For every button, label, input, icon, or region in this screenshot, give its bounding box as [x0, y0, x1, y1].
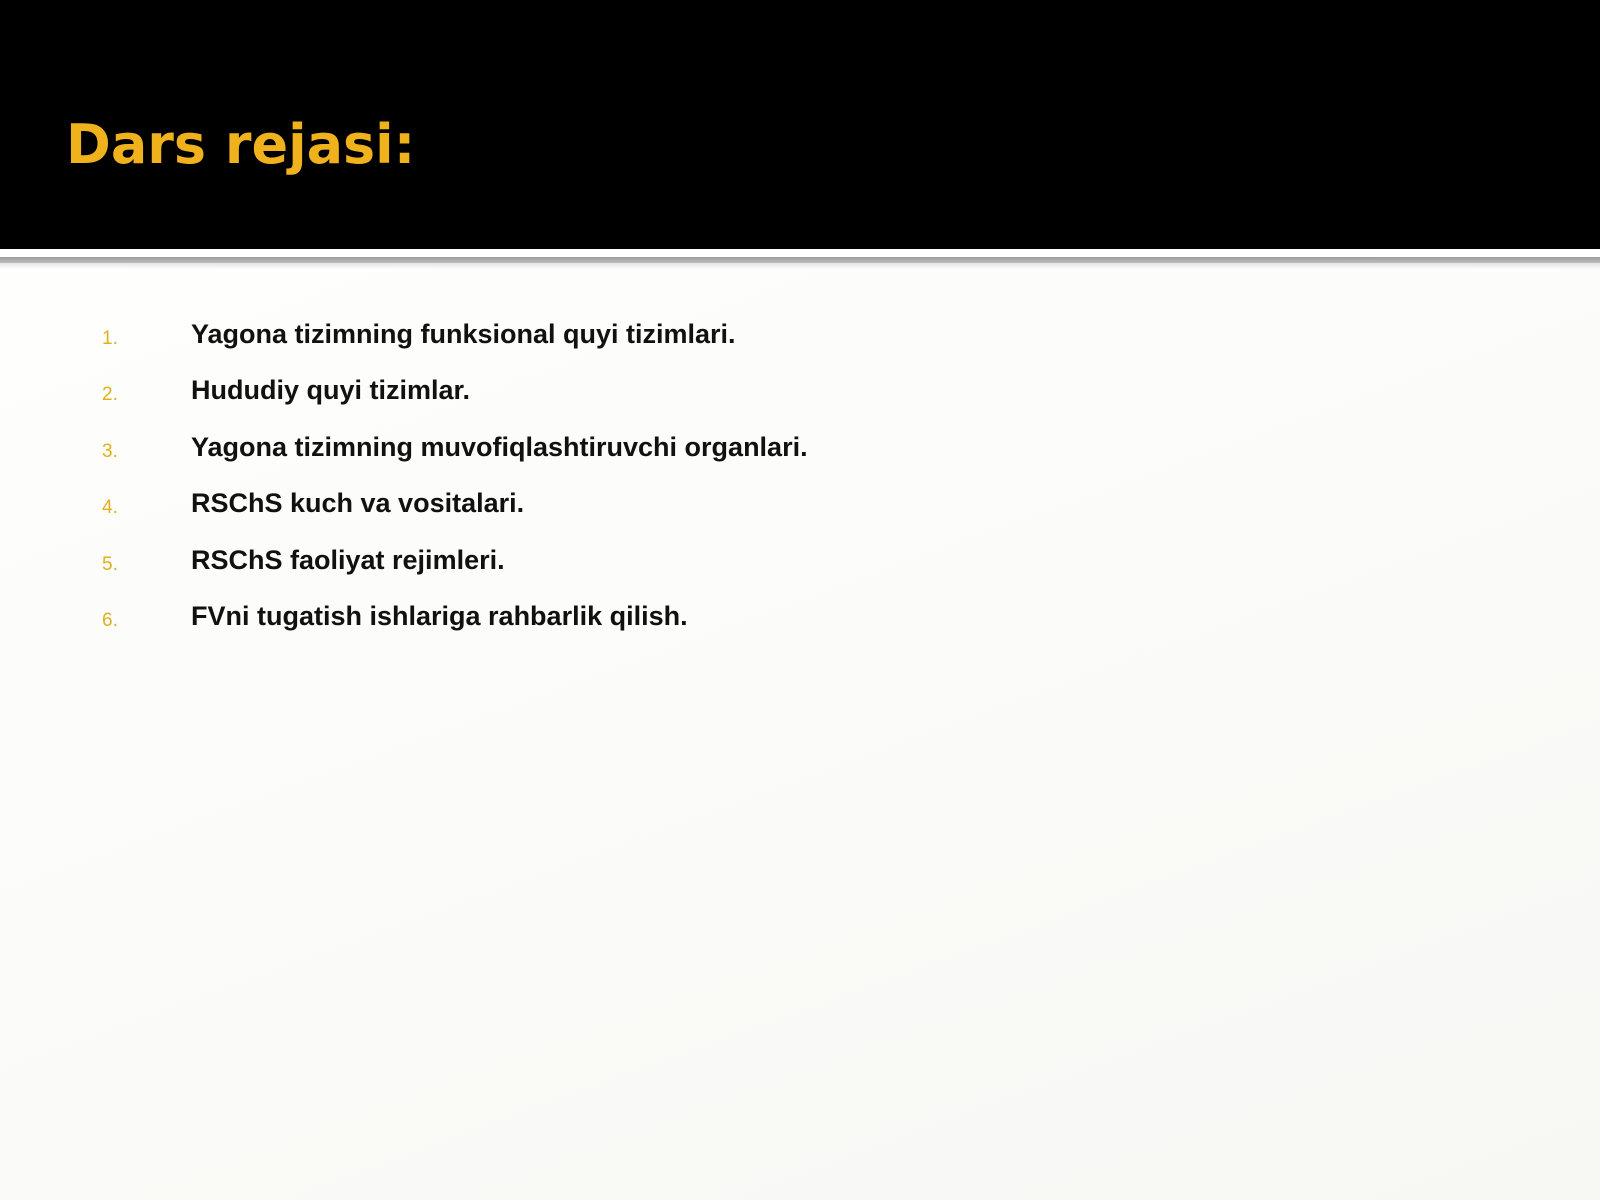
agenda-item — [0, 487, 1600, 543]
agenda-item-text: Hududiy quyi tizimlar. — [191, 375, 471, 406]
agenda-item-text: Yagona tizimning funksional quyi tizimlari. — [191, 319, 736, 349]
agenda-item-text: Yagona tizimning muvofiqlashtiruvchi organlari. — [191, 431, 808, 462]
agenda-item — [0, 374, 1600, 430]
title-divider-shadow — [0, 263, 1600, 269]
title-band-gap — [0, 249, 1600, 257]
agenda-item — [0, 431, 1600, 487]
agenda-item — [0, 318, 1600, 374]
agenda-item — [0, 600, 1600, 656]
agenda-item-number: 1. — [102, 328, 118, 349]
agenda-item-number: 2. — [102, 384, 118, 406]
title-band — [0, 0, 1600, 249]
agenda-item-number: 6. — [102, 609, 118, 631]
agenda-item-text: RSChS kuch va vositalari. — [191, 488, 525, 519]
agenda-item — [0, 544, 1600, 600]
slide-title: Dars rejasi: — [66, 113, 416, 176]
agenda-item-number: 5. — [102, 553, 118, 575]
agenda-list — [0, 318, 1600, 656]
agenda-item-text: RSChS faoliyat rejimleri. — [191, 544, 505, 575]
agenda-item-text: FVni tugatish ishlariga rahbarlik qilish. — [191, 600, 688, 631]
agenda-item-number: 4. — [102, 497, 118, 519]
agenda-item-number: 3. — [102, 440, 118, 462]
